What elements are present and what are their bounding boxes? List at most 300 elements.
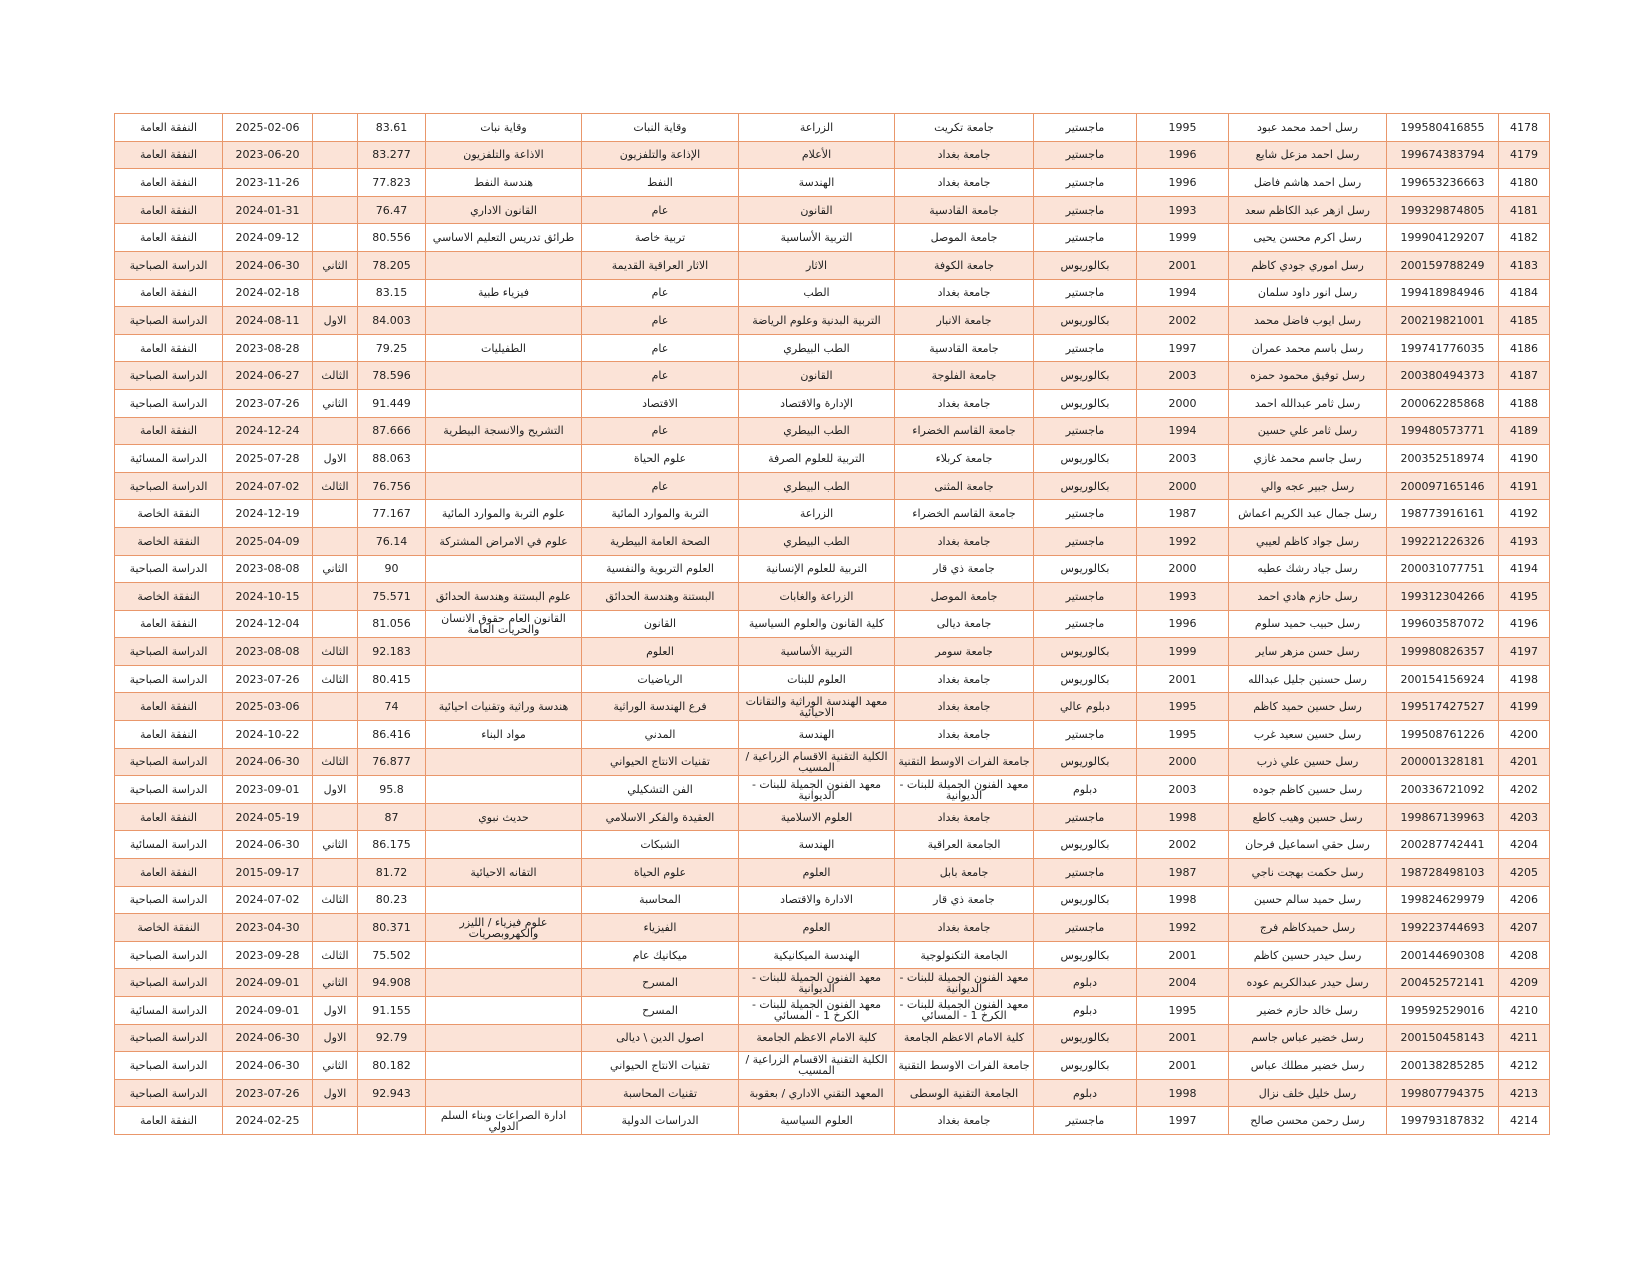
- cell-date: 2023-07-26: [223, 665, 313, 693]
- cell-university: جامعة الموصل: [895, 224, 1034, 252]
- cell-national-id: 199329874805: [1387, 196, 1499, 224]
- cell-department: القانون: [582, 610, 739, 638]
- cell-funding-type: النفقة العامة: [115, 610, 223, 638]
- table-row: [115, 169, 1550, 197]
- cell-grade: 79.25: [358, 334, 426, 362]
- cell-date: 2023-07-26: [223, 1079, 313, 1107]
- cell-funding-type: الدراسة الصباحية: [115, 472, 223, 500]
- cell-funding-type: النفقة العامة: [115, 1107, 223, 1135]
- cell-university: جامعة الفرات الاوسط التقنية: [895, 748, 1034, 776]
- cell-serial-number: 4187: [1499, 362, 1550, 390]
- cell-stage: [313, 610, 358, 638]
- cell-university: جامعة بغداد: [895, 169, 1034, 197]
- cell-degree: بكالوريوس: [1034, 638, 1137, 666]
- cell-university: الجامعة العراقية: [895, 831, 1034, 859]
- cell-national-id: 200138285285: [1387, 1052, 1499, 1080]
- cell-specialization: [426, 1024, 582, 1052]
- cell-college: التربية للعلوم الصرفة: [739, 445, 895, 473]
- table-row: [115, 389, 1550, 417]
- cell-university: جامعة القادسية: [895, 196, 1034, 224]
- cell-grade: 76.756: [358, 472, 426, 500]
- table-row: [115, 803, 1550, 831]
- cell-student-name: رسل حكمت بهجت ناجي: [1229, 859, 1387, 887]
- cell-birth-year: 1997: [1137, 1107, 1229, 1135]
- cell-date: 2024-06-30: [223, 251, 313, 279]
- cell-national-id: 200150458143: [1387, 1024, 1499, 1052]
- cell-grade: 80.415: [358, 665, 426, 693]
- cell-birth-year: 1996: [1137, 141, 1229, 169]
- cell-date: 2024-06-30: [223, 1052, 313, 1080]
- cell-degree: ماجستير: [1034, 583, 1137, 611]
- cell-national-id: 200144690308: [1387, 941, 1499, 969]
- cell-serial-number: 4208: [1499, 941, 1550, 969]
- cell-national-id: 200452572141: [1387, 969, 1499, 997]
- cell-grade: 88.063: [358, 445, 426, 473]
- cell-serial-number: 4204: [1499, 831, 1550, 859]
- cell-birth-year: 2004: [1137, 969, 1229, 997]
- cell-serial-number: 4212: [1499, 1052, 1550, 1080]
- cell-university: معهد الفنون الجميلة للبنات - الكرخ 1 - المسائي: [895, 997, 1034, 1025]
- cell-student-name: رسل حسين علي ذرب: [1229, 748, 1387, 776]
- cell-grade: 92.943: [358, 1079, 426, 1107]
- cell-university: جامعة الانبار: [895, 307, 1034, 335]
- cell-stage: [313, 196, 358, 224]
- cell-grade: 81.72: [358, 859, 426, 887]
- cell-specialization: [426, 307, 582, 335]
- cell-serial-number: 4203: [1499, 803, 1550, 831]
- cell-university: جامعة بغداد: [895, 141, 1034, 169]
- cell-college: العلوم: [739, 859, 895, 887]
- cell-specialization: القانون الاداري: [426, 196, 582, 224]
- cell-date: 2025-02-06: [223, 114, 313, 142]
- table-row: [115, 555, 1550, 583]
- cell-serial-number: 4194: [1499, 555, 1550, 583]
- cell-date: 2023-11-26: [223, 169, 313, 197]
- cell-student-name: رسل حيدر عبدالكريم عوده: [1229, 969, 1387, 997]
- cell-specialization: طرائق تدريس التعليم الاساسي: [426, 224, 582, 252]
- cell-stage: [313, 803, 358, 831]
- table-row: [115, 693, 1550, 721]
- cell-degree: ماجستير: [1034, 279, 1137, 307]
- cell-date: 2024-08-11: [223, 307, 313, 335]
- cell-degree: دبلوم عالي: [1034, 693, 1137, 721]
- cell-birth-year: 1994: [1137, 417, 1229, 445]
- cell-grade: 80.182: [358, 1052, 426, 1080]
- cell-college: الاثار: [739, 251, 895, 279]
- cell-degree: دبلوم: [1034, 1079, 1137, 1107]
- cell-serial-number: 4180: [1499, 169, 1550, 197]
- cell-college: المعهد التقني الاداري / بعقوبة: [739, 1079, 895, 1107]
- cell-funding-type: النفقة العامة: [115, 803, 223, 831]
- cell-birth-year: 2001: [1137, 665, 1229, 693]
- table-row: [115, 196, 1550, 224]
- cell-serial-number: 4206: [1499, 886, 1550, 914]
- cell-student-name: رسل حازم هادي احمد: [1229, 583, 1387, 611]
- cell-serial-number: 4182: [1499, 224, 1550, 252]
- cell-stage: [313, 1107, 358, 1135]
- cell-date: 2023-09-01: [223, 776, 313, 804]
- cell-college: الزراعة: [739, 114, 895, 142]
- cell-student-name: رسل ايوب فاضل محمد: [1229, 307, 1387, 335]
- cell-funding-type: الدراسة الصباحية: [115, 1079, 223, 1107]
- cell-degree: دبلوم: [1034, 776, 1137, 804]
- cell-date: 2023-09-28: [223, 941, 313, 969]
- cell-department: الإذاعة والتلفزيون: [582, 141, 739, 169]
- cell-grade: 92.183: [358, 638, 426, 666]
- cell-birth-year: 1999: [1137, 224, 1229, 252]
- cell-college: الزراعة والغابات: [739, 583, 895, 611]
- cell-stage: [313, 141, 358, 169]
- cell-department: الشبكات: [582, 831, 739, 859]
- cell-department: وقاية النبات: [582, 114, 739, 142]
- cell-college: التربية الأساسية: [739, 638, 895, 666]
- cell-date: 2024-06-30: [223, 748, 313, 776]
- cell-university: جامعة كربلاء: [895, 445, 1034, 473]
- cell-birth-year: 2001: [1137, 1024, 1229, 1052]
- cell-funding-type: الدراسة الصباحية: [115, 555, 223, 583]
- cell-university: جامعة بغداد: [895, 914, 1034, 942]
- cell-degree: بكالوريوس: [1034, 665, 1137, 693]
- cell-grade: 81.056: [358, 610, 426, 638]
- cell-degree: ماجستير: [1034, 803, 1137, 831]
- cell-birth-year: 2003: [1137, 776, 1229, 804]
- cell-university: جامعة القاسم الخضراء: [895, 417, 1034, 445]
- cell-degree: ماجستير: [1034, 527, 1137, 555]
- cell-birth-year: 1995: [1137, 693, 1229, 721]
- cell-specialization: [426, 997, 582, 1025]
- cell-national-id: 199592529016: [1387, 997, 1499, 1025]
- cell-date: 2024-12-04: [223, 610, 313, 638]
- cell-specialization: [426, 1052, 582, 1080]
- cell-funding-type: النفقة العامة: [115, 224, 223, 252]
- cell-national-id: 199741776035: [1387, 334, 1499, 362]
- cell-national-id: 199653236663: [1387, 169, 1499, 197]
- cell-serial-number: 4188: [1499, 389, 1550, 417]
- cell-grade: 74: [358, 693, 426, 721]
- cell-date: 2025-04-09: [223, 527, 313, 555]
- cell-specialization: [426, 969, 582, 997]
- cell-serial-number: 4181: [1499, 196, 1550, 224]
- cell-stage: الثالث: [313, 941, 358, 969]
- cell-grade: 76.14: [358, 527, 426, 555]
- cell-grade: 91.449: [358, 389, 426, 417]
- cell-specialization: الاذاعة والتلفزيون: [426, 141, 582, 169]
- cell-birth-year: 1996: [1137, 169, 1229, 197]
- cell-grade: 78.205: [358, 251, 426, 279]
- cell-college: الزراعة: [739, 500, 895, 528]
- cell-department: الدراسات الدولية: [582, 1107, 739, 1135]
- cell-student-name: رسل حبيب حميد سلوم: [1229, 610, 1387, 638]
- cell-national-id: 198728498103: [1387, 859, 1499, 887]
- cell-stage: الثاني: [313, 969, 358, 997]
- cell-national-id: 199867139963: [1387, 803, 1499, 831]
- cell-serial-number: 4184: [1499, 279, 1550, 307]
- cell-student-name: رسل جواد كاظم لعيبي: [1229, 527, 1387, 555]
- cell-funding-type: الدراسة الصباحية: [115, 748, 223, 776]
- cell-degree: ماجستير: [1034, 610, 1137, 638]
- cell-university: جامعة بغداد: [895, 279, 1034, 307]
- cell-stage: الثاني: [313, 389, 358, 417]
- cell-serial-number: 4200: [1499, 721, 1550, 749]
- cell-stage: الاول: [313, 997, 358, 1025]
- cell-department: البستنة وهندسة الحدائق: [582, 583, 739, 611]
- table-row: [115, 583, 1550, 611]
- cell-university: معهد الفنون الجميلة للبنات - الديوانية: [895, 969, 1034, 997]
- cell-stage: الثاني: [313, 831, 358, 859]
- cell-degree: بكالوريوس: [1034, 362, 1137, 390]
- cell-stage: [313, 583, 358, 611]
- cell-date: 2024-07-02: [223, 886, 313, 914]
- cell-national-id: 200380494373: [1387, 362, 1499, 390]
- cell-department: علوم الحياة: [582, 445, 739, 473]
- cell-grade: 76.47: [358, 196, 426, 224]
- cell-date: 2024-02-25: [223, 1107, 313, 1135]
- cell-specialization: [426, 389, 582, 417]
- cell-college: الادارة والاقتصاد: [739, 886, 895, 914]
- table-row: [115, 307, 1550, 335]
- table-row: [115, 362, 1550, 390]
- table-row: [115, 445, 1550, 473]
- cell-student-name: رسل حسين كاظم جوده: [1229, 776, 1387, 804]
- cell-serial-number: 4189: [1499, 417, 1550, 445]
- cell-date: 2024-12-19: [223, 500, 313, 528]
- cell-national-id: 199508761226: [1387, 721, 1499, 749]
- cell-specialization: [426, 555, 582, 583]
- cell-student-name: رسل خليل خلف نزال: [1229, 1079, 1387, 1107]
- cell-serial-number: 4214: [1499, 1107, 1550, 1135]
- cell-stage: [313, 169, 358, 197]
- table-row: [115, 527, 1550, 555]
- cell-student-name: رسل جياد رشك عطيه: [1229, 555, 1387, 583]
- cell-national-id: 199221226326: [1387, 527, 1499, 555]
- cell-national-id: 199824629979: [1387, 886, 1499, 914]
- cell-stage: الثاني: [313, 555, 358, 583]
- cell-serial-number: 4195: [1499, 583, 1550, 611]
- cell-specialization: حديث نبوي: [426, 803, 582, 831]
- cell-university: جامعة القاسم الخضراء: [895, 500, 1034, 528]
- cell-specialization: [426, 831, 582, 859]
- cell-college: التربية للعلوم الإنسانية: [739, 555, 895, 583]
- cell-birth-year: 1993: [1137, 583, 1229, 611]
- cell-funding-type: النفقة العامة: [115, 417, 223, 445]
- cell-college: القانون: [739, 196, 895, 224]
- cell-specialization: ادارة الصراعات وبناء السلم الدولي: [426, 1107, 582, 1135]
- cell-university: جامعة بابل: [895, 859, 1034, 887]
- table-row: [115, 114, 1550, 142]
- cell-serial-number: 4196: [1499, 610, 1550, 638]
- cell-serial-number: 4186: [1499, 334, 1550, 362]
- cell-specialization: علوم فيزياء / الليزر والكهروبصريات: [426, 914, 582, 942]
- cell-specialization: [426, 776, 582, 804]
- cell-funding-type: النفقة العامة: [115, 141, 223, 169]
- table-row: [115, 914, 1550, 942]
- cell-date: 2023-08-08: [223, 638, 313, 666]
- cell-student-name: رسل احمد هاشم فاضل: [1229, 169, 1387, 197]
- cell-department: الاثار العراقية القديمة: [582, 251, 739, 279]
- cell-college: معهد الفنون الجميلة للبنات - الديوانية: [739, 969, 895, 997]
- cell-funding-type: الدراسة الصباحية: [115, 251, 223, 279]
- cell-funding-type: النفقة العامة: [115, 693, 223, 721]
- table-row: [115, 1107, 1550, 1135]
- cell-student-name: رسل اموري جودي كاظم: [1229, 251, 1387, 279]
- cell-birth-year: 2002: [1137, 307, 1229, 335]
- cell-date: 2023-08-28: [223, 334, 313, 362]
- cell-funding-type: النفقة العامة: [115, 196, 223, 224]
- cell-serial-number: 4197: [1499, 638, 1550, 666]
- table-row: [115, 638, 1550, 666]
- cell-serial-number: 4213: [1499, 1079, 1550, 1107]
- cell-department: المدني: [582, 721, 739, 749]
- cell-degree: ماجستير: [1034, 1107, 1137, 1135]
- cell-funding-type: النفقة الخاصة: [115, 527, 223, 555]
- cell-date: 2024-09-01: [223, 969, 313, 997]
- cell-stage: [313, 224, 358, 252]
- cell-college: الطب البيطري: [739, 472, 895, 500]
- cell-college: الأعلام: [739, 141, 895, 169]
- cell-college: العلوم: [739, 914, 895, 942]
- cell-birth-year: 2003: [1137, 362, 1229, 390]
- cell-college: معهد الفنون الجميلة للبنات - الكرخ 1 - المسائي: [739, 997, 895, 1025]
- cell-birth-year: 2000: [1137, 748, 1229, 776]
- cell-grade: [358, 1107, 426, 1135]
- cell-college: الإدارة والاقتصاد: [739, 389, 895, 417]
- cell-stage: [313, 334, 358, 362]
- cell-stage: الثاني: [313, 251, 358, 279]
- cell-serial-number: 4209: [1499, 969, 1550, 997]
- cell-funding-type: الدراسة المسائية: [115, 997, 223, 1025]
- cell-college: الهندسة: [739, 831, 895, 859]
- cell-department: الفن التشكيلي: [582, 776, 739, 804]
- cell-serial-number: 4201: [1499, 748, 1550, 776]
- table-row: [115, 1079, 1550, 1107]
- cell-national-id: 200159788249: [1387, 251, 1499, 279]
- cell-student-name: رسل ثامر علي حسين: [1229, 417, 1387, 445]
- cell-specialization: مواد البناء: [426, 721, 582, 749]
- cell-college: الكلية التقنية الاقسام الزراعية / المسيب: [739, 748, 895, 776]
- cell-grade: 84.003: [358, 307, 426, 335]
- cell-grade: 83.61: [358, 114, 426, 142]
- cell-specialization: القانون العام حقوق الانسان والحريات العامة: [426, 610, 582, 638]
- cell-department: الاقتصاد: [582, 389, 739, 417]
- cell-degree: بكالوريوس: [1034, 445, 1137, 473]
- cell-college: العلوم السياسية: [739, 1107, 895, 1135]
- cell-grade: 95.8: [358, 776, 426, 804]
- cell-stage: الثالث: [313, 886, 358, 914]
- cell-college: الكلية التقنية الاقسام الزراعية / المسيب: [739, 1052, 895, 1080]
- cell-university: جامعة ديالى: [895, 610, 1034, 638]
- cell-funding-type: الدراسة الصباحية: [115, 638, 223, 666]
- cell-national-id: 200031077751: [1387, 555, 1499, 583]
- table-row: [115, 610, 1550, 638]
- table-row: [115, 721, 1550, 749]
- table-row: [115, 776, 1550, 804]
- cell-stage: [313, 859, 358, 887]
- cell-department: تقنيات الانتاج الحيواني: [582, 748, 739, 776]
- cell-serial-number: 4185: [1499, 307, 1550, 335]
- cell-student-name: رسل حسين وهيب كاطع: [1229, 803, 1387, 831]
- cell-specialization: وقاية نبات: [426, 114, 582, 142]
- cell-specialization: هندسة وراثية وتقنيات احيائية: [426, 693, 582, 721]
- cell-date: 2023-08-08: [223, 555, 313, 583]
- cell-department: العلوم: [582, 638, 739, 666]
- cell-college: معهد الهندسة الوراثية والتقانات الاحيائية: [739, 693, 895, 721]
- cell-degree: ماجستير: [1034, 914, 1137, 942]
- cell-department: عام: [582, 472, 739, 500]
- cell-college: الطب: [739, 279, 895, 307]
- cell-specialization: [426, 1079, 582, 1107]
- cell-student-name: رسل حسنين جليل عبدالله: [1229, 665, 1387, 693]
- cell-degree: بكالوريوس: [1034, 307, 1137, 335]
- cell-degree: ماجستير: [1034, 224, 1137, 252]
- cell-national-id: 200336721092: [1387, 776, 1499, 804]
- cell-degree: بكالوريوس: [1034, 555, 1137, 583]
- cell-stage: [313, 527, 358, 555]
- cell-university: جامعة بغداد: [895, 693, 1034, 721]
- cell-birth-year: 1997: [1137, 334, 1229, 362]
- cell-student-name: رسل ازهر عبد الكاظم سعد: [1229, 196, 1387, 224]
- cell-national-id: 199807794375: [1387, 1079, 1499, 1107]
- table-row: [115, 941, 1550, 969]
- cell-serial-number: 4207: [1499, 914, 1550, 942]
- cell-university: جامعة الفرات الاوسط التقنية: [895, 1052, 1034, 1080]
- cell-birth-year: 2003: [1137, 445, 1229, 473]
- cell-grade: 87: [358, 803, 426, 831]
- table-row: [115, 969, 1550, 997]
- cell-department: النفط: [582, 169, 739, 197]
- cell-national-id: 199580416855: [1387, 114, 1499, 142]
- cell-degree: ماجستير: [1034, 141, 1137, 169]
- cell-grade: 80.371: [358, 914, 426, 942]
- cell-university: الجامعة التكنولوجية: [895, 941, 1034, 969]
- cell-university: كلية الامام الاعظم الجامعة: [895, 1024, 1034, 1052]
- cell-funding-type: النفقة العامة: [115, 169, 223, 197]
- cell-stage: الثالث: [313, 472, 358, 500]
- cell-specialization: [426, 638, 582, 666]
- cell-funding-type: الدراسة الصباحية: [115, 362, 223, 390]
- cell-national-id: 200097165146: [1387, 472, 1499, 500]
- cell-specialization: [426, 665, 582, 693]
- cell-student-name: رسل رحمن محسن صالح: [1229, 1107, 1387, 1135]
- cell-serial-number: 4202: [1499, 776, 1550, 804]
- cell-national-id: 200352518974: [1387, 445, 1499, 473]
- cell-funding-type: النفقة الخاصة: [115, 583, 223, 611]
- cell-grade: 78.596: [358, 362, 426, 390]
- cell-student-name: رسل حسين حميد كاظم: [1229, 693, 1387, 721]
- cell-degree: ماجستير: [1034, 169, 1137, 197]
- cell-birth-year: 2002: [1137, 831, 1229, 859]
- cell-date: 2024-01-31: [223, 196, 313, 224]
- cell-grade: 77.823: [358, 169, 426, 197]
- cell-specialization: علوم في الامراض المشتركة: [426, 527, 582, 555]
- cell-student-name: رسل انور داود سلمان: [1229, 279, 1387, 307]
- cell-serial-number: 4205: [1499, 859, 1550, 887]
- cell-serial-number: 4192: [1499, 500, 1550, 528]
- cell-student-name: رسل خضير عباس جاسم: [1229, 1024, 1387, 1052]
- cell-college: الهندسة الميكانيكية: [739, 941, 895, 969]
- cell-college: كلية القانون والعلوم السياسية: [739, 610, 895, 638]
- cell-degree: بكالوريوس: [1034, 1052, 1137, 1080]
- cell-funding-type: النفقة الخاصة: [115, 500, 223, 528]
- table-row: [115, 831, 1550, 859]
- cell-student-name: رسل حميدكاظم فرج: [1229, 914, 1387, 942]
- cell-national-id: 199480573771: [1387, 417, 1499, 445]
- cell-grade: 91.155: [358, 997, 426, 1025]
- cell-degree: بكالوريوس: [1034, 389, 1137, 417]
- cell-college: كلية الامام الاعظم الجامعة: [739, 1024, 895, 1052]
- cell-serial-number: 4198: [1499, 665, 1550, 693]
- cell-student-name: رسل اكرم محسن يحيى: [1229, 224, 1387, 252]
- table-row: [115, 748, 1550, 776]
